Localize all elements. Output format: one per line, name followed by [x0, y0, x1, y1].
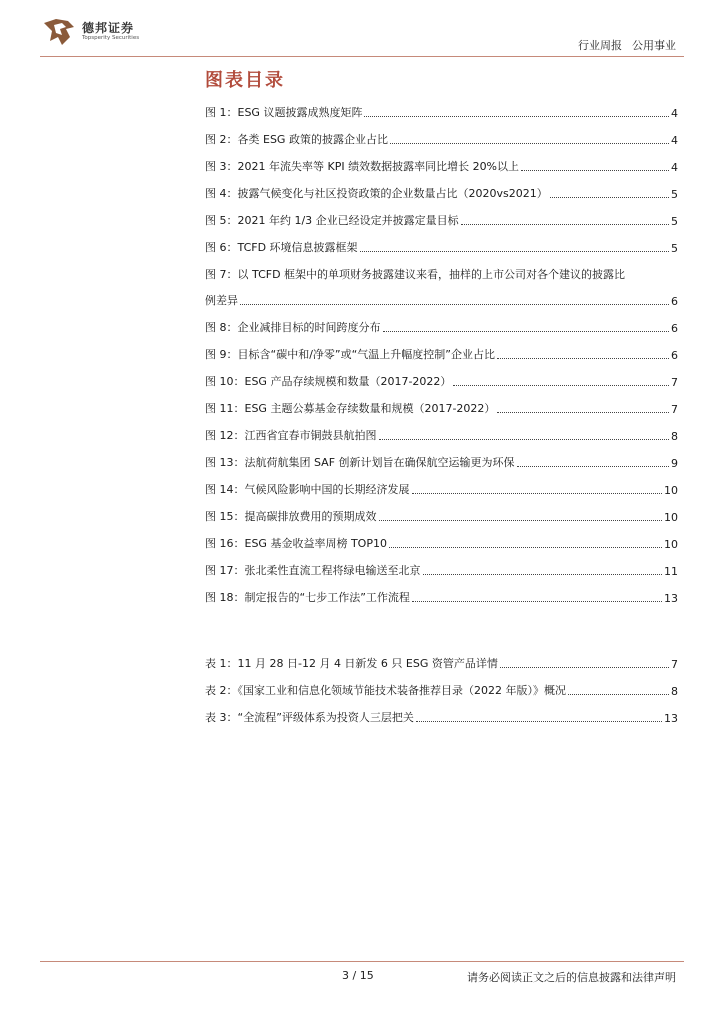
- toc-entry-title: 表 1：11 月 28 日-12 月 4 日新发 6 只 ESG 资管产品详情: [205, 657, 498, 670]
- toc-entry-page: 10: [664, 538, 678, 551]
- toc-entry-page: 9: [671, 457, 678, 470]
- toc-entry-title: 图 11：ESG 主题公募基金存续数量和规模（2017-2022）: [205, 402, 496, 415]
- toc-leader: [416, 721, 662, 722]
- toc-leader: [497, 358, 669, 359]
- toc-leader: [461, 224, 669, 225]
- toc-entry-title: 表 2：《国家工业和信息化领域节能技术装备推荐目录（2022 年版）》概况: [205, 684, 566, 697]
- toc-entry-title: 图 6：TCFD 环境信息披露框架: [205, 241, 358, 254]
- toc-leader: [423, 574, 663, 575]
- logo-mark-icon: [40, 17, 78, 47]
- toc-entry[interactable]: [205, 535, 678, 551]
- toc-entry-title: 表 3：“全流程”评级体系为投资人三层把关: [205, 711, 414, 724]
- toc-entry-title: 图 18：制定报告的“七步工作法”工作流程: [205, 591, 410, 604]
- toc-leader: [383, 331, 670, 332]
- toc-entry[interactable]: [205, 104, 678, 120]
- toc-entry[interactable]: [205, 158, 678, 174]
- toc-entry-page: 7: [671, 658, 678, 671]
- toc-entry-wrapped-line[interactable]: 图 7：以 TCFD 框架中的单项财务披露建议来看，抽样的上市公司对各个建议的披露比: [205, 268, 626, 281]
- toc-entry[interactable]: [205, 346, 678, 362]
- toc-entry-page: 7: [671, 403, 678, 416]
- toc-entry-title: 图 8：企业减排目标的时间跨度分布: [205, 321, 381, 334]
- toc-entry[interactable]: [205, 319, 678, 335]
- toc-leader: [412, 601, 662, 602]
- toc-entry-page: 6: [671, 295, 678, 308]
- toc-leader: [412, 493, 663, 494]
- toc-entry[interactable]: [205, 400, 678, 416]
- legal-disclaimer: 请务必阅读正文之后的信息披露和法律声明: [467, 971, 676, 984]
- logo-en-text: Topsperity Securities: [82, 35, 140, 41]
- toc-entry-page: 10: [664, 484, 678, 497]
- toc-leader: [360, 251, 669, 252]
- toc-entry-page: 7: [671, 376, 678, 389]
- company-logo: [40, 17, 160, 47]
- toc-entry[interactable]: [205, 427, 678, 443]
- toc-leader: [517, 466, 669, 467]
- toc-entry-page: 8: [671, 430, 678, 443]
- toc-entry-title: 图 10：ESG 产品存续规模和数量（2017-2022）: [205, 375, 452, 388]
- header-category: [578, 37, 676, 53]
- page-indicator: 3 / 15: [342, 969, 374, 982]
- toc-entry-table[interactable]: [205, 709, 678, 725]
- toc-entry[interactable]: [205, 239, 678, 255]
- toc-leader: [453, 385, 669, 386]
- toc-entry[interactable]: [205, 589, 678, 605]
- toc-entry-page: 13: [664, 592, 678, 605]
- toc-entry[interactable]: [205, 373, 678, 389]
- toc-entry[interactable]: [205, 481, 678, 497]
- header-divider: [40, 56, 684, 57]
- industry-label: 公用事业: [632, 39, 676, 52]
- toc-entry-title: 图 14：气候风险影响中国的长期经济发展: [205, 483, 410, 496]
- toc-leader: [390, 143, 669, 144]
- toc-leader: [500, 667, 669, 668]
- toc-leader: [364, 116, 669, 117]
- toc-leader: [379, 520, 663, 521]
- footer-divider: [40, 961, 684, 962]
- toc-entry-page: 5: [671, 242, 678, 255]
- toc-entry[interactable]: [205, 508, 678, 524]
- toc-entry-title: 图 15：提高碳排放费用的预期成效: [205, 510, 377, 523]
- toc-leader: [379, 439, 670, 440]
- toc-entry[interactable]: [205, 185, 678, 201]
- toc-entry[interactable]: [205, 292, 678, 308]
- toc-entry[interactable]: [205, 562, 678, 578]
- toc-entry-page: 8: [671, 685, 678, 698]
- toc-entry-title: 图 4：披露气候变化与社区投资政策的企业数量占比（2020vs2021）: [205, 187, 548, 200]
- toc-entry-title: 例差异: [205, 294, 238, 307]
- toc-entry-title: 图 12：江西省宜春市铜鼓县航拍图: [205, 429, 377, 442]
- toc-entry-page: 4: [671, 107, 678, 120]
- toc-entry-title: 图 13：法航荷航集团 SAF 创新计划旨在确保航空运输更为环保: [205, 456, 515, 469]
- toc-leader: [240, 304, 669, 305]
- toc-leader: [521, 170, 669, 171]
- toc-entry-page: 4: [671, 134, 678, 147]
- toc-entry-title: 图 17：张北柔性直流工程将绿电输送至北京: [205, 564, 421, 577]
- toc-entry-title: 图 5：2021 年约 1/3 企业已经设定并披露定量目标: [205, 214, 459, 227]
- toc-entry-table[interactable]: [205, 682, 678, 698]
- toc-entry-page: 10: [664, 511, 678, 524]
- logo-cn-text: 德邦证券: [82, 21, 135, 35]
- toc-entry[interactable]: [205, 131, 678, 147]
- toc-leader: [550, 197, 669, 198]
- toc-entry-title: 图 2：各类 ESG 政策的披露企业占比: [205, 133, 388, 146]
- toc-entry-page: 4: [671, 161, 678, 174]
- toc-entry[interactable]: [205, 212, 678, 228]
- toc-entry-title: 图 16：ESG 基金收益率周榜 TOP10: [205, 537, 387, 550]
- toc-leader: [497, 412, 669, 413]
- toc-entry-title: 图 9：目标含“碳中和/净零”或“气温上升幅度控制”企业占比: [205, 348, 495, 361]
- toc-entry-page: 13: [664, 712, 678, 725]
- toc-entry-table[interactable]: [205, 655, 678, 671]
- section-title: 图表目录: [205, 70, 285, 91]
- toc-entry-title: 图 1：ESG 议题披露成熟度矩阵: [205, 106, 363, 119]
- toc-entry-page: 6: [671, 322, 678, 335]
- report-type: 行业周报: [578, 39, 622, 52]
- toc-entry-page: 5: [671, 215, 678, 228]
- toc-entry[interactable]: [205, 454, 678, 470]
- toc-entry-page: 5: [671, 188, 678, 201]
- toc-entry-page: 6: [671, 349, 678, 362]
- toc-leader: [389, 547, 662, 548]
- toc-leader: [568, 694, 669, 695]
- toc-entry-title: 图 3：2021 年流失率等 KPI 绩效数据披露率同比增长 20%以上: [205, 160, 520, 173]
- toc-entry-page: 11: [664, 565, 678, 578]
